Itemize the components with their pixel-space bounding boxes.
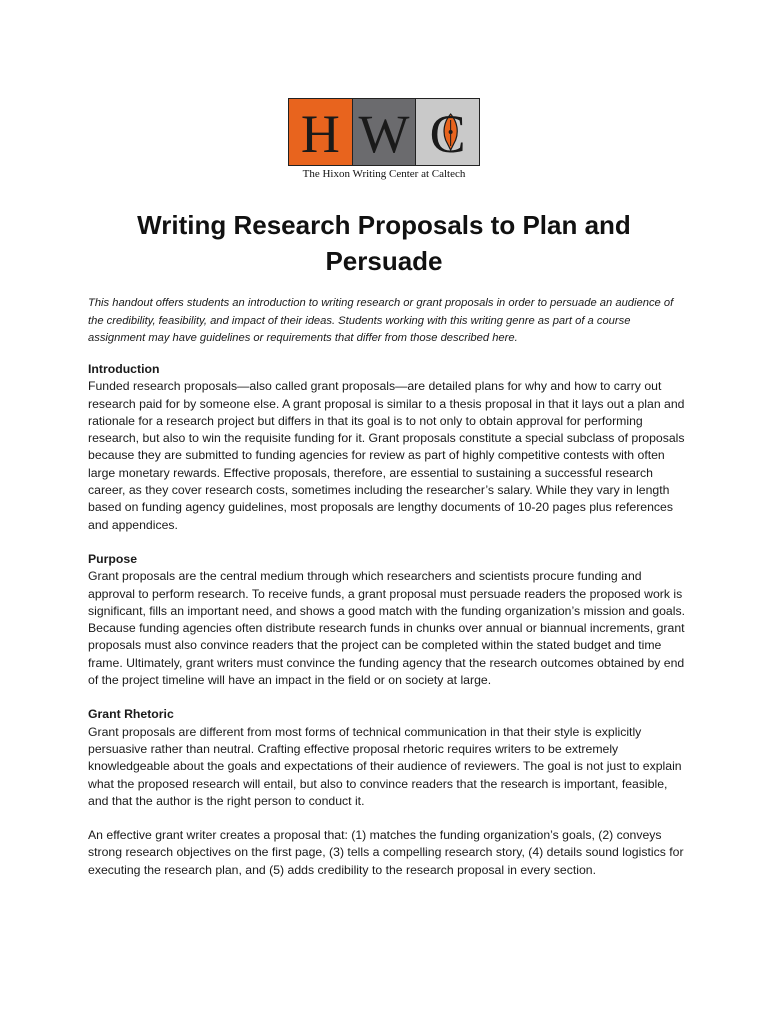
logo-letter-c-cell — [416, 99, 479, 165]
closing-paragraph: An effective grant writer creates a proposal that: (1) matches the funding organization’s goals, (2) conveys strong research objectives on the first page, (3) tells a compelling research story, (4) details sound logistics for executing the research plan, and (5) adds credibility to the research proposal in every section. — [88, 828, 684, 877]
logo-letter-c: C — [429, 104, 466, 164]
section-heading: Introduction — [88, 362, 160, 376]
logo-letter-w: W — [353, 99, 417, 165]
document-title: Writing Research Proposals to Plan and Persuade — [137, 210, 631, 276]
logo-caption: The Hixon Writing Center at Caltech — [302, 168, 466, 180]
section-body: Funded research proposals—also called grant proposals—are detailed plans for why and how to carry out research paid for by someone else. A grant proposal is similar to a thesis proposal in that it lays out a plan and rationale for a research project but differs in that its goal is to not only to obtain approval for performing research, but also to win the requisite funding for it. Grant proposals constitute a special subclass of proposals because they are submitted to funding agencies for review as part of highly competitive contests with often large monetary rewards. Effective proposals, therefore, are essential to sustaining a successful research career, as they cover research costs, sometimes including the researcher’s salary. While they vary in length based on funding agency guidelines, most proposals are lengthy documents of 10-20 pages plus references and appendices. — [88, 379, 685, 532]
section-purpose — [88, 551, 688, 689]
section-body: Grant proposals are the central medium through which researchers and scientists procure funding and approval to perform research. To receive funds, a grant proposal must persuade readers the proposed work is significant, fills an important need, and shows a good match with the funding organization’s mission and goals. Because funding agencies often distribute research funds in chunks over annual or biannual increments, grant proposals must also convince readers that the project can be completed within the stated budget and time frame. Ultimately, grant writers must convince the funding agency that the research outcomes obtained by end of the project timeline will have an impact in the field or on society at large. — [88, 569, 685, 688]
logo-box — [288, 98, 480, 166]
section-grant-rhetoric — [88, 706, 688, 810]
intro-paragraph: This handout offers students an introduction to writing research or grant proposals in order to persuade an audience of the credibility, feasibility, and impact of their ideas. Students working with this writing genre as part of a course assignment may have guidelines or requirements that differ from those described here. — [88, 297, 674, 344]
hwc-logo — [288, 98, 482, 184]
section-body: Grant proposals are different from most forms of technical communication in that their style is explicitly persuasive rather than neutral. Crafting effective proposal rhetoric requires writers to be extremely knowledgeable about the goals and expectations of their audience of reviewers. The goal is not just to explain what the proposed research will entail, but also to convince readers that the research is important, feasible, and that the author is the right person to conduct it. — [88, 724, 682, 808]
document-body — [88, 361, 688, 879]
section-heading: Purpose — [88, 551, 138, 566]
logo-letter-h: H — [289, 99, 353, 165]
section-introduction — [88, 361, 688, 534]
section-heading: Grant Rhetoric — [88, 707, 174, 722]
